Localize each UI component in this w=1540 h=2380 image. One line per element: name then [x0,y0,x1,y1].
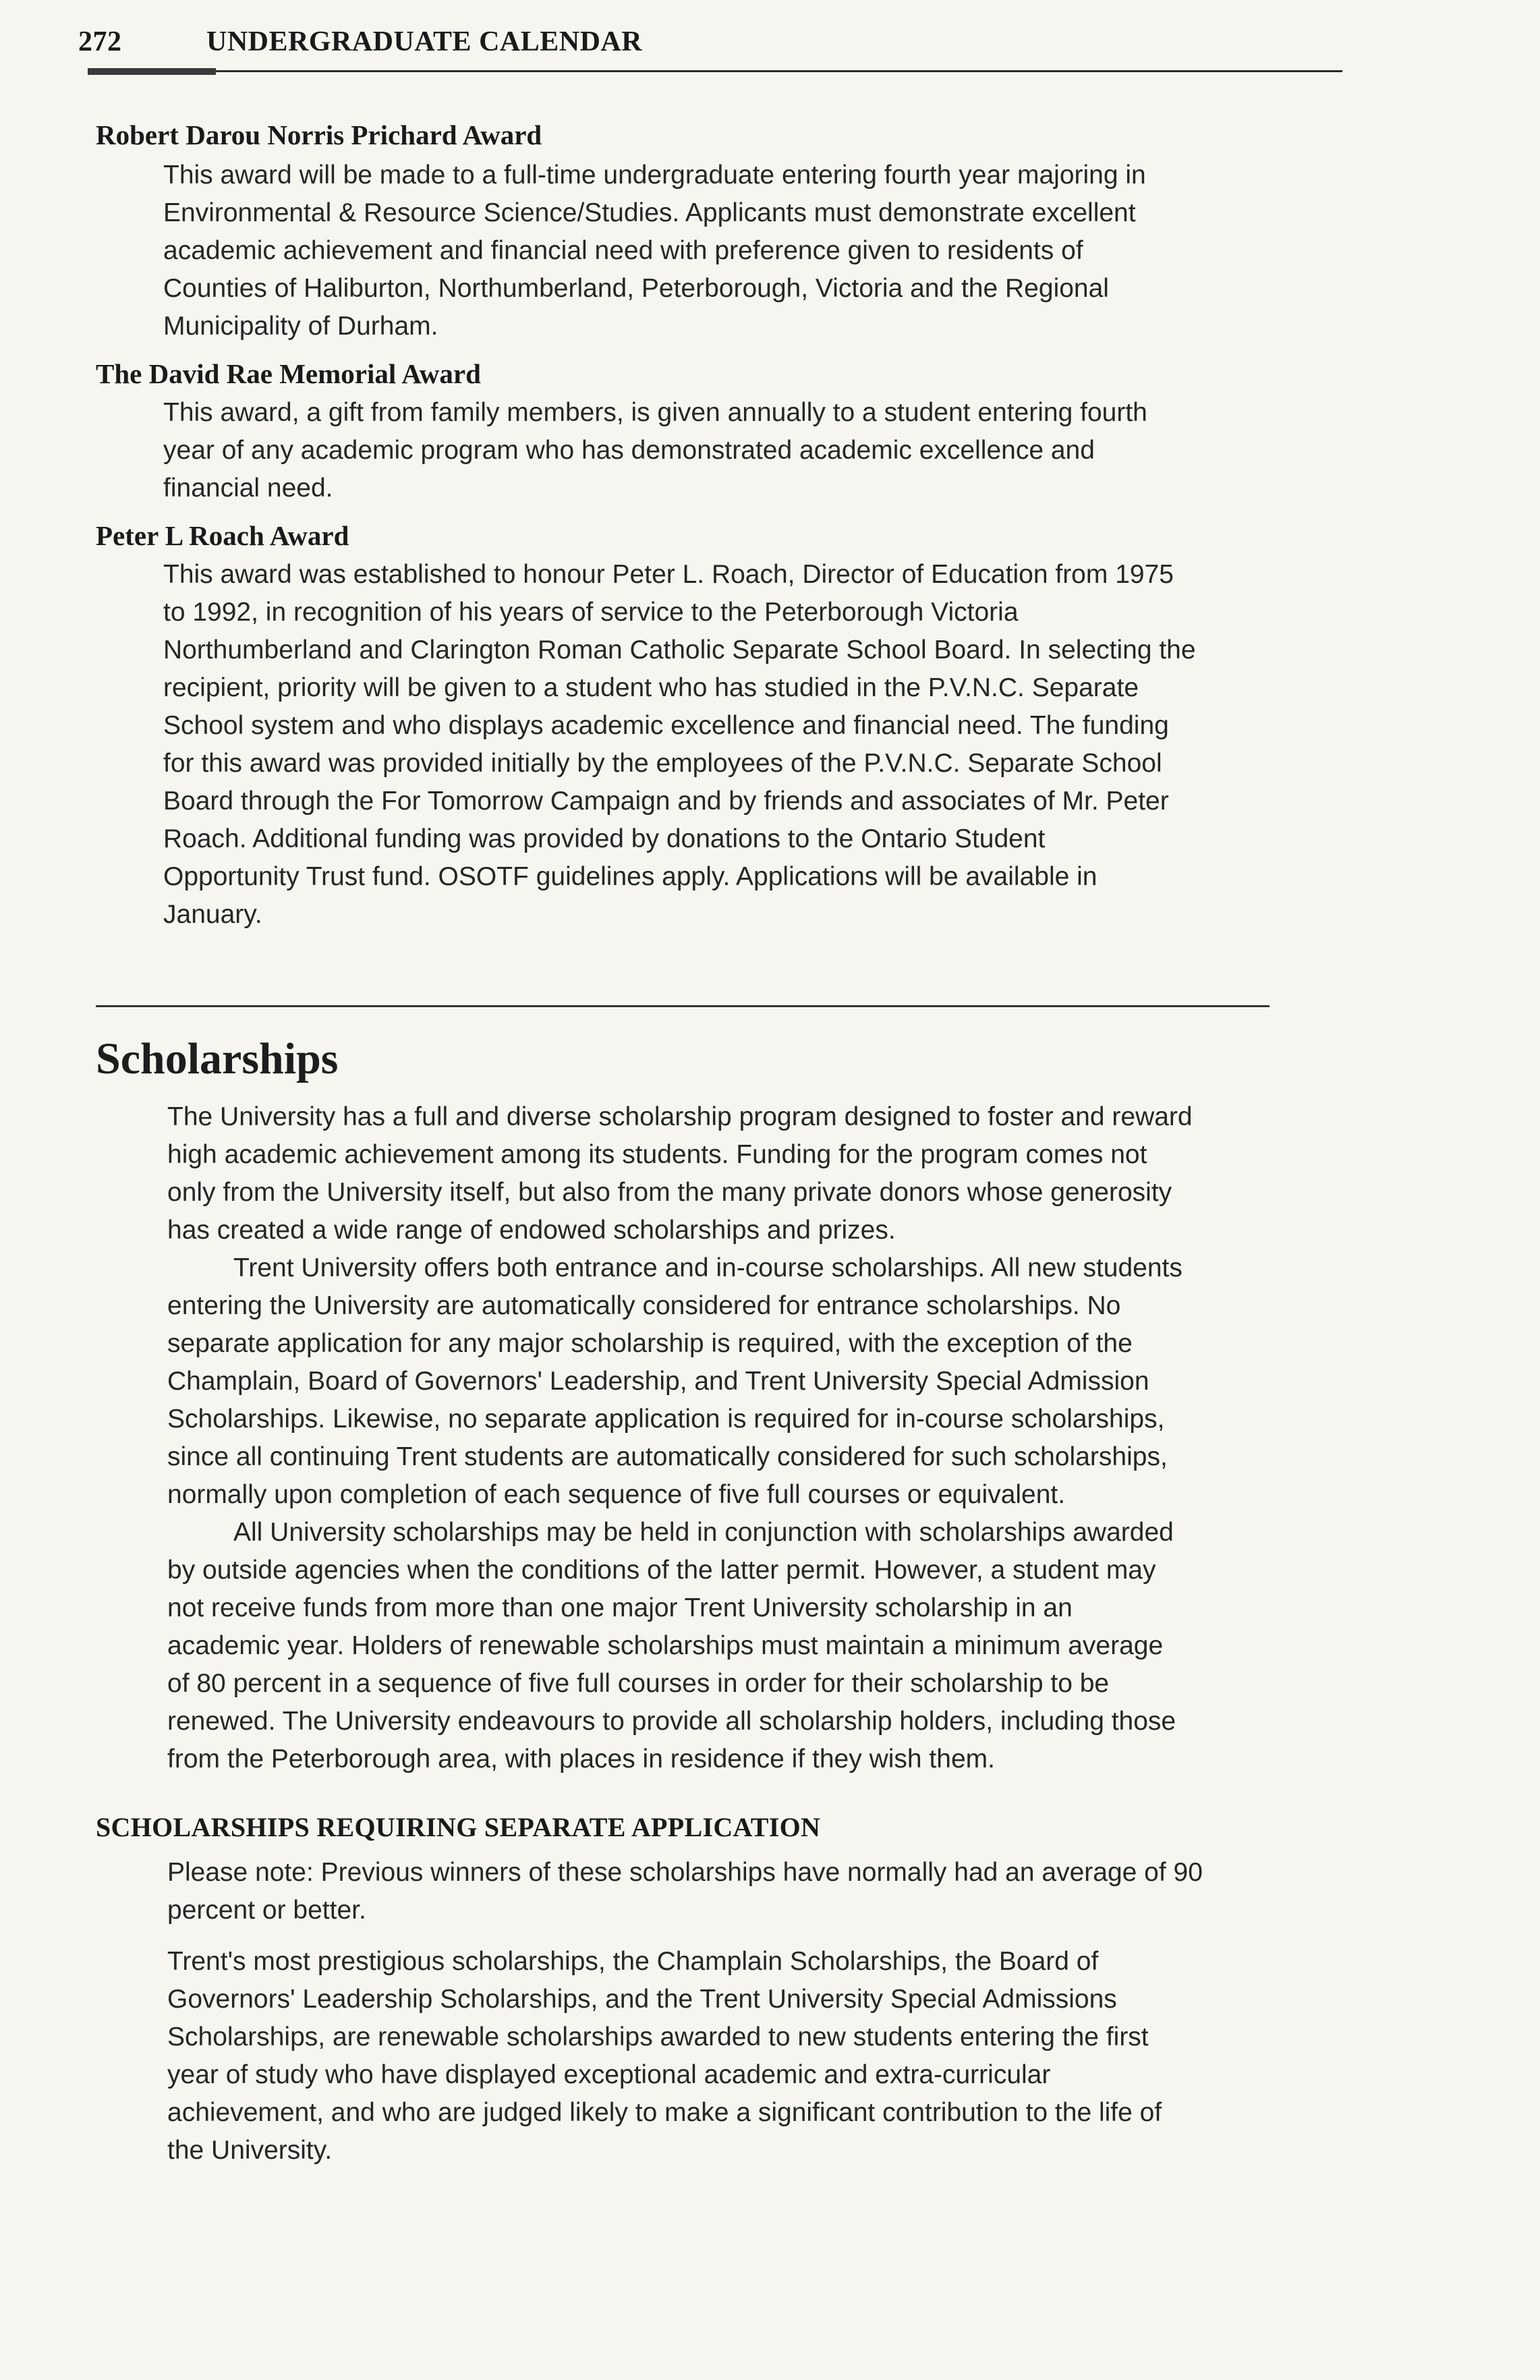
text-line: from the Peterborough area, with places in residence if they wish them. [167,1745,995,1774]
text-line: Scholarships, are renewable scholarships awarded to new students entering the first [167,2022,1149,2051]
text-line: Northumberland and Clarington Roman Catholic Separate School Board. In selecting the [163,635,1196,664]
text-line: separate application for any major scholarship is required, with the exception of the [167,1329,1133,1358]
header-accent-bar [88,68,216,75]
text-line: Scholarships. Likewise, no separate application is required for in-course scholarships, [167,1405,1165,1434]
text-line: Trent University offers both entrance and in-course scholarships. All new students [233,1253,1182,1282]
award-title: Peter L Roach Award [96,520,349,551]
text-line: by outside agencies when the conditions of the latter permit. However, a student may [167,1556,1156,1585]
award-description [163,556,1350,934]
text-line: This award, a gift from family members, is given annually to a student entering fourth [163,398,1147,427]
text-line: All University scholarships may be held in conjunction with scholarships awarded [233,1518,1174,1547]
text-line: Roach. Additional funding was provided by donations to the Ontario Student [163,824,1046,853]
running-header [78,26,642,58]
text-line: academic achievement and financial need with preference given to residents of [163,236,1083,265]
text-line: January. [163,900,262,929]
text-line: achievement, and who are judged likely to make a significant contribution to the life of [167,2098,1162,2127]
text-line: Municipality of Durham. [163,312,438,341]
text-line: Board through the For Tomorrow Campaign and by friends and associates of Mr. Peter [163,787,1169,816]
text-line: This award will be made to a full-time undergraduate entering fourth year majoring in [163,161,1146,190]
running-title: UNDERGRADUATE CALENDAR [206,26,643,57]
scholarships-intro [167,1098,1354,1778]
text-line: Governors' Leadership Scholarships, and the Trent University Special Admissions [167,1985,1117,2014]
scholarships-note [167,1854,1354,1929]
text-line: since all continuing Trent students are automatically considered for such scholarships, [167,1442,1168,1471]
text-line: year of study who have displayed exceptional academic and extra-curricular [167,2060,1051,2089]
award-description [163,394,1350,507]
award-title: The David Rae Memorial Award [96,358,481,389]
text-line: School system and who displays academic excellence and financial need. The funding [163,711,1169,740]
text-line: renewed. The University endeavours to provide all scholarship holders, including those [167,1707,1176,1736]
award-description [163,157,1350,345]
text-line: to 1992, in recognition of his years of service to the Peterborough Victoria [163,598,1019,627]
text-line: recipient, priority will be given to a student who has studied in the P.V.N.C. Separate [163,673,1139,702]
text-line: Trent's most prestigious scholarships, the Champlain Scholarships, the Board of [167,1947,1099,1976]
text-line: percent or better. [167,1896,366,1925]
text-line: has created a wide range of endowed scholarships and prizes. [167,1216,896,1245]
text-line: the University. [167,2136,333,2165]
text-line: The University has a full and diverse scholarship program designed to foster and reward [167,1102,1193,1131]
text-line: academic year. Holders of renewable scholarships must maintain a minimum average [167,1631,1164,1660]
text-line: of 80 percent in a sequence of five full courses in order for their scholarship to be [167,1669,1110,1698]
text-line: Champlain, Board of Governors' Leadership, and Trent University Special Admission [167,1367,1149,1396]
text-line: only from the University itself, but also from the many private donors whose generosity [167,1178,1172,1207]
subsection-heading: SCHOLARSHIPS REQUIRING SEPARATE APPLICATION [96,1812,821,1842]
text-line: Environmental & Resource Science/Studies. Applicants must demonstrate excellent [163,198,1136,227]
text-line: Opportunity Trust fund. OSOTF guidelines apply. Applications will be available in [163,862,1097,891]
text-line: Counties of Haliburton, Northumberland, Peterborough, Victoria and the Regional [163,274,1109,303]
text-line: year of any academic program who has demonstrated academic excellence and [163,436,1095,465]
section-divider [96,1005,1270,1007]
text-line: This award was established to honour Peter L. Roach, Director of Education from 1975 [163,560,1174,589]
award-title: Robert Darou Norris Prichard Award [96,119,542,150]
text-line: for this award was provided initially by the employees of the P.V.N.C. Separate School [163,749,1162,778]
section-heading: Scholarships [96,1034,339,1083]
header-rule [88,70,1342,72]
page-number: 272 [78,26,122,57]
prestigious-scholarships-description [167,1943,1354,2170]
text-line: not receive funds from more than one major Trent University scholarship in an [167,1593,1073,1622]
text-line: normally upon completion of each sequence of five full courses or equivalent. [167,1480,1066,1509]
text-line: high academic achievement among its students. Funding for the program comes not [167,1140,1147,1169]
text-line: financial need. [163,474,333,503]
text-line: entering the University are automatically considered for entrance scholarships. No [167,1291,1121,1320]
text-line: Please note: Previous winners of these scholarships have normally had an average of 90 [167,1858,1203,1887]
